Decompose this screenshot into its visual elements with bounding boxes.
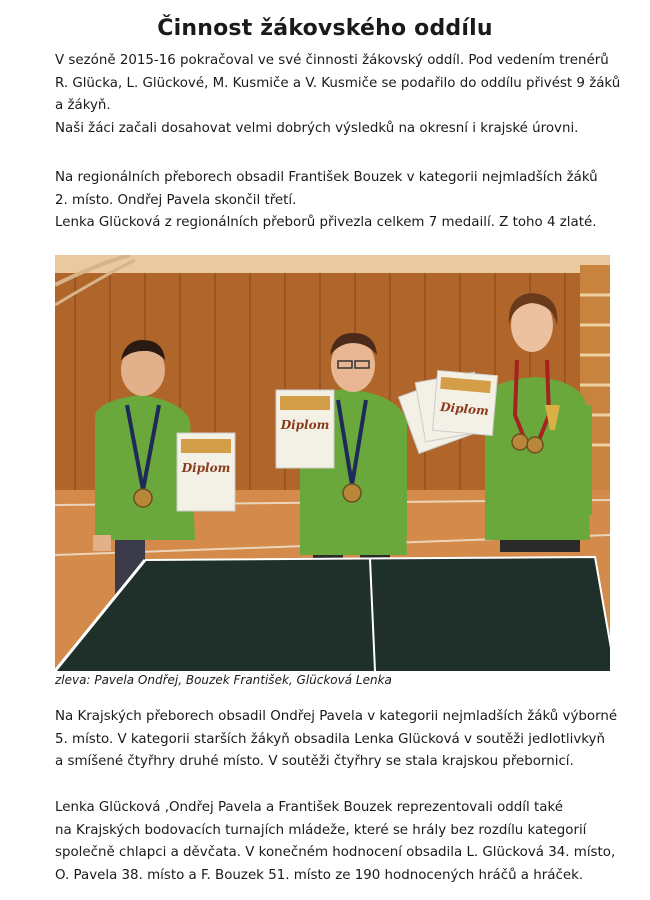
page-title: Činnost žákovského oddílu [157,16,493,41]
svg-text:Diplom: Diplom [280,418,330,432]
svg-text:Diplom: Diplom [181,461,231,475]
svg-text:Diplom: Diplom [439,399,490,419]
diploma-middle [276,390,334,468]
photo-caption: zleva: Pavela Ondřej, Bouzek František, Glücková Lenka [55,673,392,687]
ping-pong-table [55,557,610,671]
intro-paragraph: V sezóně 2015-16 pokračoval ve své činnosti žákovský oddíl. Pod vedením trenérů R. Glücka, L. Glückové, M. Kusmiče a V. Kusmiče se podařilo do oddílu přivést 9 žáků a žákyň. Naši žáci začali dosahovat velmi dobrých výsledků na okresní i krajské úrovni. [55,53,621,136]
regional-championship-paragraph: Na Krajských přeborech obsadil Ondřej Pavela v kategorii nejmladších žáků výborné 5. místo. V kategorii starších žákyň obsadila Lenka Glücková v soutěži jedlotlivkyň a smíšené čtyřhry druhé místo. V soutěži čtyřhry se stala krajskou přebornicí. [55,709,618,770]
ranking-paragraph: Lenka Glücková ,Ondřej Pavela a František Bouzek reprezentovali oddíl také na Krajských bodovacích turnajích mládeže, které se hrály bez rozdílu kategorií společně chlapci a děvčata. V konečném hodnocení obsadila L. Glücková 34. místo, O. Pavela 38. místo a F. Bouzek 51. místo ze 190 hodnocených hráčů a hráček. [55,800,616,883]
ceiling [55,255,610,275]
team-photo [55,255,610,671]
regional-results-paragraph: Na regionálních přeborech obsadil František Bouzek v kategorii nejmladších žáků 2. místo. Ondřej Pavela skončil třetí. Lenka Glücková z regionálních přeborů přivezla celkem 7 medailí. Z toho 4 zlaté. [55,170,598,231]
diploma-left [177,433,235,511]
